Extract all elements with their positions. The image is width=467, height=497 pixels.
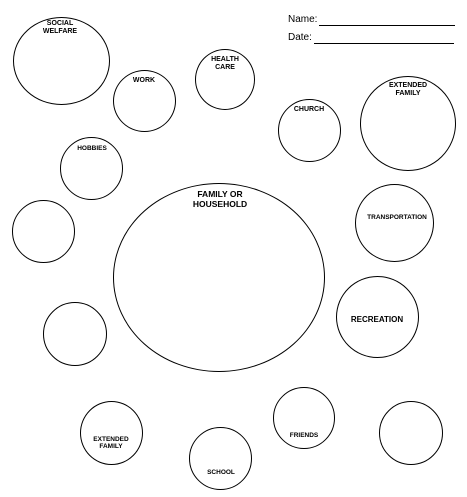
date-input-line[interactable] bbox=[314, 33, 454, 44]
label-friends: FRIENDS bbox=[289, 432, 319, 439]
label-health-care: HEALTH CARE bbox=[211, 56, 239, 72]
label-extended-family-top: EXTENDED FAMILY bbox=[388, 82, 428, 98]
label-social-welfare: SOCIAL WELFARE bbox=[42, 20, 78, 36]
circle-blank-left-1 bbox=[12, 200, 75, 263]
name-input-line[interactable] bbox=[319, 15, 455, 26]
circle-family-household bbox=[113, 183, 325, 372]
circle-school bbox=[189, 427, 252, 490]
label-work: WORK bbox=[132, 77, 156, 84]
circle-blank-left-2 bbox=[43, 302, 107, 366]
label-family-household: FAMILY OR HOUSEHOLD bbox=[192, 189, 248, 209]
circle-blank-right bbox=[379, 401, 443, 465]
name-label: Name: bbox=[288, 14, 318, 25]
date-label: Date: bbox=[288, 32, 312, 43]
name-field[interactable] bbox=[288, 14, 455, 26]
label-transportation: TRANSPORTATION bbox=[367, 214, 427, 221]
label-church: CHURCH bbox=[293, 106, 325, 113]
circle-transportation bbox=[355, 184, 434, 262]
label-extended-family-bottom: EXTENDED FAMILY bbox=[93, 436, 129, 451]
label-hobbies: HOBBIES bbox=[77, 145, 107, 152]
circle-extended-family-bottom bbox=[80, 401, 143, 465]
circle-friends bbox=[273, 387, 335, 449]
label-school: SCHOOL bbox=[207, 469, 235, 476]
label-recreation: RECREATION bbox=[350, 315, 404, 324]
date-field[interactable] bbox=[288, 32, 454, 44]
